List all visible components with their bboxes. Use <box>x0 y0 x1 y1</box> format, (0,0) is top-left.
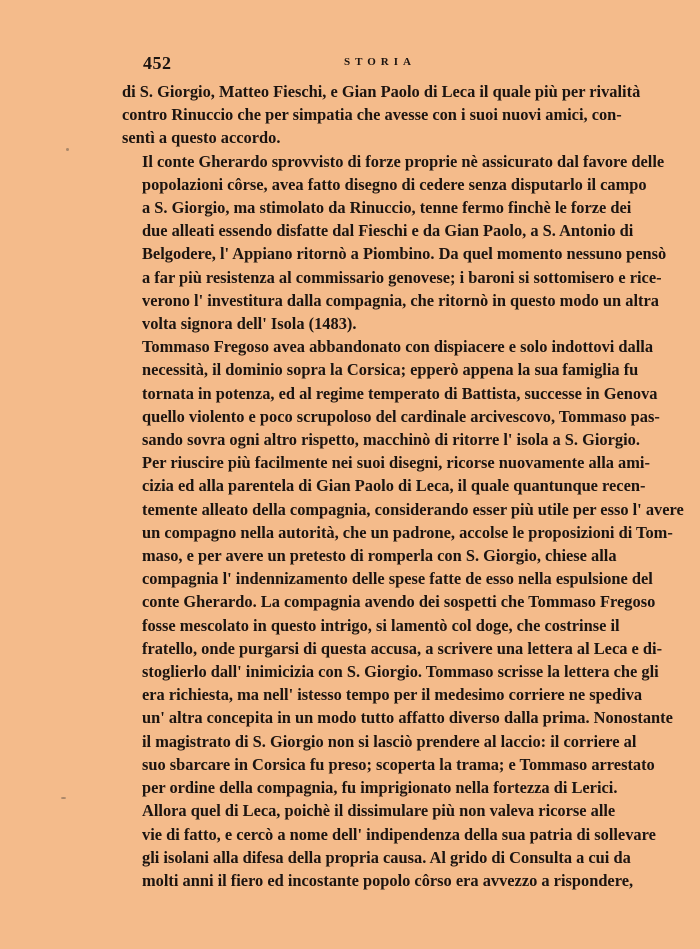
text-line: un compagno nella autorità, che un padrone, accolse le proposizioni di Tom- <box>142 522 673 542</box>
text-line: per ordine della compagnia, fu imprigionato nella fortezza di Lerici. <box>142 778 618 798</box>
paper-speck <box>61 797 66 799</box>
text-line: un' altra concepita in un modo tutto affatto diverso dalla prima. Nonostante <box>142 708 673 728</box>
text-line: il magistrato di S. Giorgio non si lasciò prendere al laccio: il corriere al <box>142 731 637 751</box>
paragraph <box>122 799 656 892</box>
text-line: temente alleato della compagnia, considerando esser più utile per esso l' avere <box>142 499 684 519</box>
text-line: quello violento e poco scrupoloso del cardinale arcivescovo, Tommaso pas- <box>142 406 660 426</box>
paragraph <box>122 335 684 799</box>
text-line: contro Rinuccio che per simpatia che avesse con i suoi nuovi amici, con- <box>122 105 622 125</box>
text-line: Tommaso Fregoso avea abbandonato con dispiacere e solo indottovi dalla <box>142 337 654 357</box>
text-line: stoglierlo dall' inimicizia con S. Giorgio. Tommaso scrisse la lettera che gli <box>142 662 659 682</box>
paragraph <box>122 80 641 150</box>
text-line: gli isolani alla difesa della propria causa. Al grido di Consulta a cui da <box>142 847 631 867</box>
text-line: necessità, il dominio sopra la Corsica; epperò appena la sua famiglia fu <box>142 360 639 380</box>
text-line: verono l' investitura dalla compagnia, che ritornò in questo modo un altra <box>142 290 659 310</box>
text-line: Allora quel di Leca, poichè il dissimulare più non valeva ricorse alle <box>142 801 616 821</box>
text-line: Il conte Gherardo sprovvisto di forze proprie nè assicurato dal favore delle <box>142 151 665 171</box>
page-header <box>122 53 627 77</box>
text-line: di S. Giorgio, Matteo Fieschi, e Gian Paolo di Leca il quale più per rivalità <box>122 82 641 101</box>
text-line: sentì a questo accordo. <box>122 128 281 148</box>
text-line: suo sbarcare in Corsica fu preso; scoperta la trama; e Tommaso arrestato <box>142 754 655 774</box>
running-title: STORIA <box>344 56 416 68</box>
text-line: cizia ed alla parentela di Gian Paolo di Leca, il quale quantunque recen- <box>142 476 646 496</box>
text-line: compagnia l' indennizamento delle spese fatte de esso nella espulsione del <box>142 569 653 589</box>
text-line: tornata in potenza, ed al regime temperato di Battista, successe in Genova <box>142 383 658 403</box>
text-line: Belgodere, l' Appiano ritornò a Piombino. Da quel momento nessuno pensò <box>142 244 667 264</box>
text-line: volta signora dell' Isola (1483). <box>142 314 357 334</box>
text-line: fosse mescolato in questo intrigo, si lamentò col doge, che costrinse il <box>142 615 620 635</box>
text-line: Per riuscire più facilmente nei suoi disegni, ricorse nuovamente alla ami- <box>142 453 650 473</box>
text-line: conte Gherardo. La compagnia avendo dei sospetti che Tommaso Fregoso <box>142 592 656 612</box>
text-line: a S. Giorgio, ma stimolato da Rinuccio, tenne fermo finchè le forze dei <box>142 198 632 218</box>
text-line: popolazioni côrse, avea fatto disegno di cedere senza disputarlo il campo <box>142 174 647 194</box>
text-line: fratello, onde purgarsi di questa accusa, a scrivere una lettera al Leca e di- <box>142 638 663 658</box>
page-number: 452 <box>143 53 172 73</box>
page-body <box>122 80 684 892</box>
paper-speck <box>66 148 69 151</box>
text-line: era richiesta, ma nell' istesso tempo per il medesimo corriere ne spediva <box>142 685 643 705</box>
text-line: sando sovra ogni altro rispetto, macchinò di ritorre l' isola a S. Giorgio. <box>142 430 640 450</box>
text-line: maso, e per avere un pretesto di romperla con S. Giorgio, chiese alla <box>142 546 617 566</box>
text-line: vie di fatto, e cercò a nome dell' indipendenza della sua patria di sollevare <box>142 824 656 844</box>
text-line: due alleati essendo disfatte dal Fieschi e da Gian Paolo, a S. Antonio di <box>142 221 634 241</box>
paragraph <box>122 150 667 336</box>
text-line: molti anni il fiero ed incostante popolo côrso era avvezzo a rispondere, <box>142 870 634 890</box>
text-line: a far più resistenza al commissario genovese; i baroni si sottomisero e rice- <box>142 267 662 287</box>
